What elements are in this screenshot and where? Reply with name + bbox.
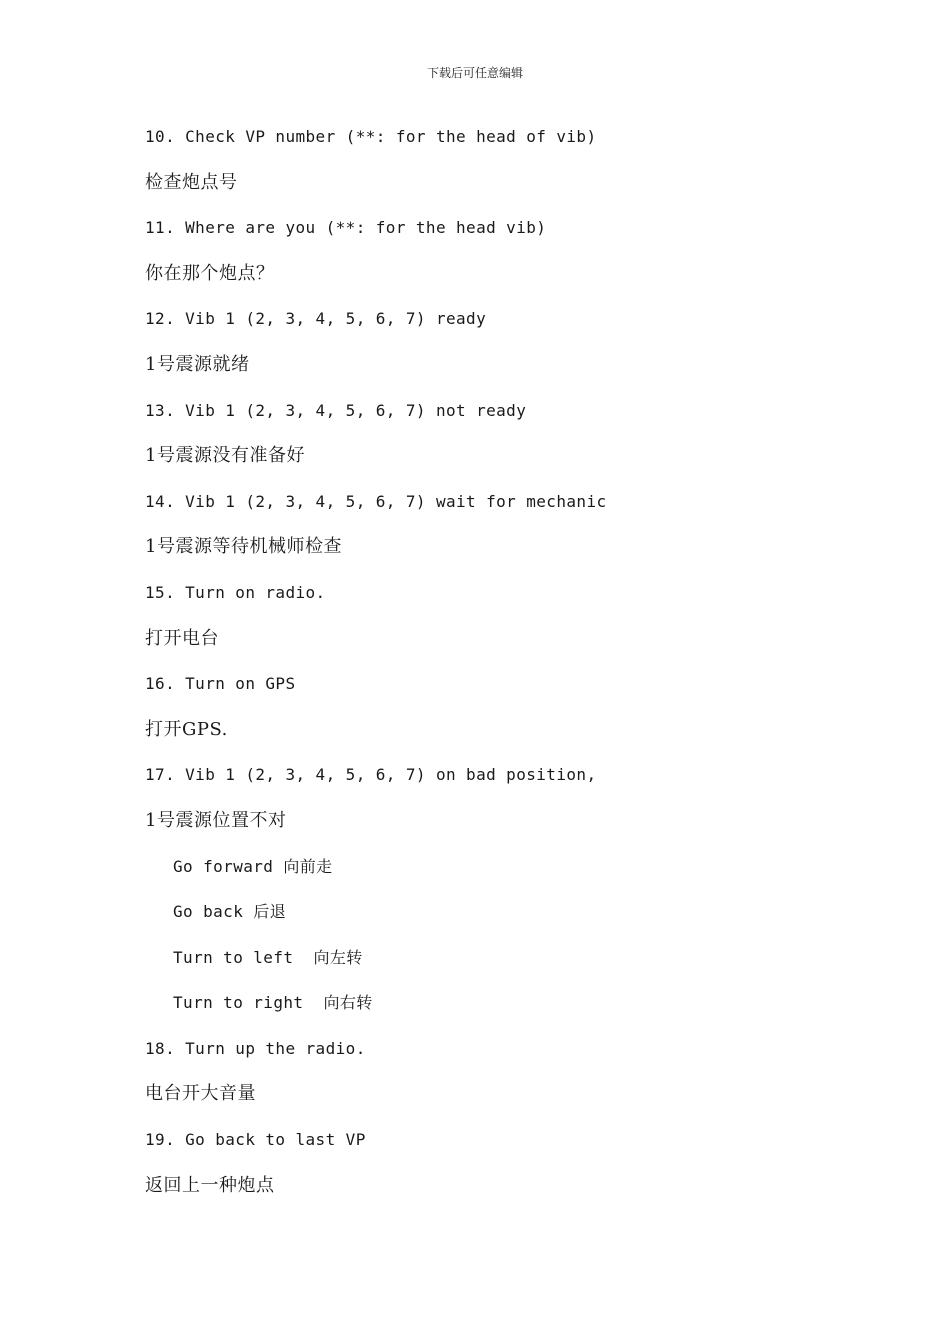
text-line: 15. Turn on radio. [145, 582, 326, 602]
text-line: 1号震源位置不对 [145, 809, 287, 831]
text-line: 打开电台 [145, 627, 219, 649]
page-header: 下载后可任意编辑 [426, 66, 523, 80]
text-line: 14. Vib 1 (2, 3, 4, 5, 6, 7) wait for mechanic [145, 491, 607, 511]
text-line: Go back 后退 [173, 902, 287, 922]
text-line: 返回上一种炮点 [145, 1174, 275, 1196]
text-line: Go forward 向前走 [173, 856, 333, 876]
text-line: 19. Go back to last VP [145, 1130, 366, 1150]
text-line: 17. Vib 1 (2, 3, 4, 5, 6, 7) on bad position, [145, 765, 597, 785]
text-line: 电台开大音量 [145, 1083, 256, 1105]
text-line: Turn to left 向左转 [173, 947, 363, 967]
text-line: 1号震源就绪 [145, 353, 250, 375]
text-line: 你在那个炮点？ [145, 262, 275, 284]
text-line: 1号震源等待机械师检查 [145, 536, 342, 558]
text-line: 检查炮点号 [145, 171, 238, 193]
text-line: 打开GPS. [145, 718, 228, 740]
text-line: 18. Turn up the radio. [145, 1038, 366, 1058]
text-line: 12. Vib 1 (2, 3, 4, 5, 6, 7) ready [145, 309, 487, 329]
document-body [145, 122, 845, 1216]
text-line: 13. Vib 1 (2, 3, 4, 5, 6, 7) not ready [145, 400, 527, 420]
text-line: Turn to right 向右转 [173, 993, 373, 1013]
text-line: 10. Check VP number (**: for the head of vib) [145, 127, 597, 146]
text-line: 1号震源没有准备好 [145, 445, 305, 467]
text-line: 11. Where are you (**: for the head vib) [145, 218, 547, 238]
text-line: 16. Turn on GPS [145, 674, 296, 694]
